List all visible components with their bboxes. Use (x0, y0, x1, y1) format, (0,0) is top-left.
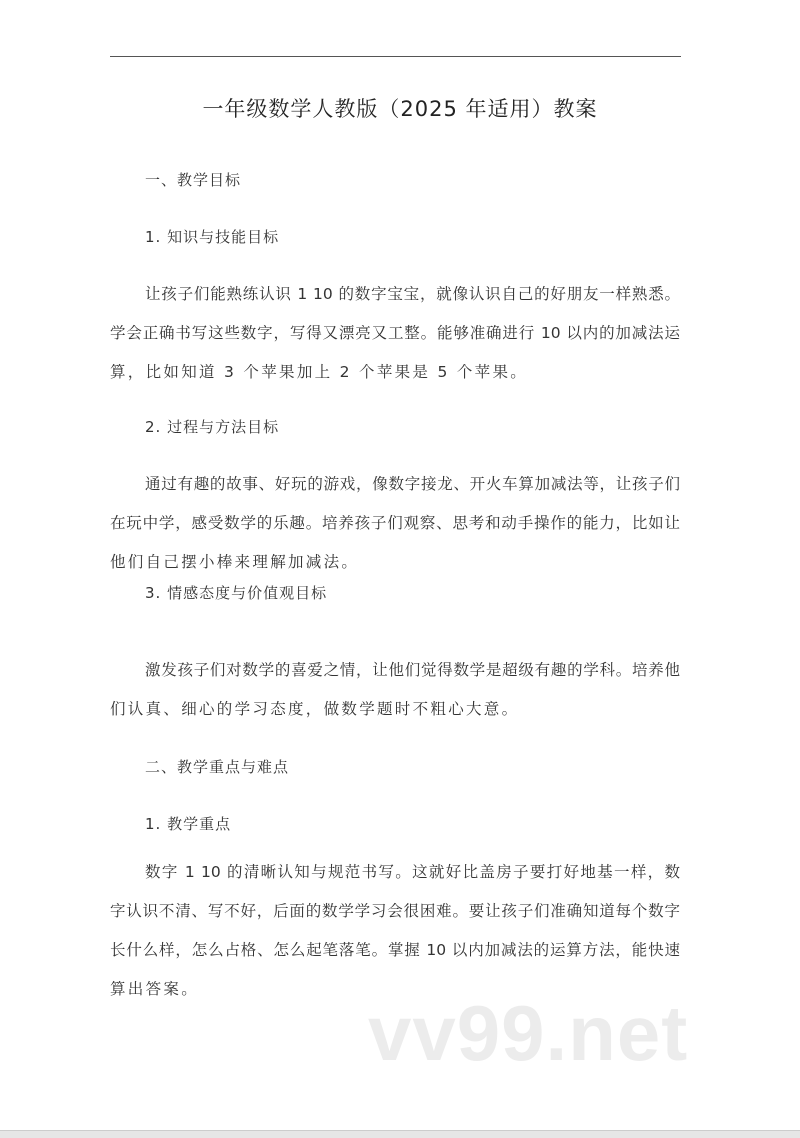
watermark: vv99.net (368, 989, 689, 1077)
document-title: 一年级数学人教版（2025 年适用）教案 (202, 97, 598, 121)
paragraph-line: 数字 1 10 的清晰认知与规范书写。这就好比盖房子要打好地基一样，数 (145, 863, 680, 881)
paragraph-line: 算出答案。 (110, 980, 200, 998)
paragraph-line: 学会正确书写这些数字，写得又漂亮又工整。能够准确进行 10 以内的加减法运 (110, 324, 680, 342)
paragraph-line: 通过有趣的故事、好玩的游戏，像数字接龙、开火车算加减法等，让孩子们 (145, 475, 680, 493)
section-heading: 一、教学目标 (145, 171, 242, 189)
header-rule (110, 56, 681, 57)
subsection-heading: 1. 教学重点 (145, 815, 232, 833)
paragraph-line: 字认识不清、写不好，后面的数学学习会很困难。要让孩子们准确知道每个数字 (110, 902, 680, 920)
paragraph-line: 算，比如知道 3 个苹果加上 2 个苹果是 5 个苹果。 (110, 363, 529, 381)
paragraph-line: 长什么样，怎么占格、怎么起笔落笔。掌握 10 以内加减法的运算方法，能快速 (110, 941, 680, 959)
paragraph-line: 激发孩子们对数学的喜爱之情，让他们觉得数学是超级有趣的学科。培养他 (145, 661, 680, 679)
subsection-heading: 3. 情感态度与价值观目标 (145, 584, 328, 602)
section-heading: 二、教学重点与难点 (145, 758, 290, 776)
subsection-heading: 2. 过程与方法目标 (145, 418, 280, 436)
paragraph-line: 让孩子们能熟练认识 1 10 的数字宝宝，就像认识自己的好朋友一样熟悉。 (145, 285, 680, 303)
subsection-heading: 1. 知识与技能目标 (145, 228, 280, 246)
paragraph-line: 在玩中学，感受数学的乐趣。培养孩子们观察、思考和动手操作的能力，比如让 (110, 514, 680, 532)
paragraph-line: 们认真、细心的学习态度，做数学题时不粗心大意。 (110, 700, 520, 718)
paragraph-line: 他们自己摆小棒来理解加减法。 (110, 553, 360, 571)
